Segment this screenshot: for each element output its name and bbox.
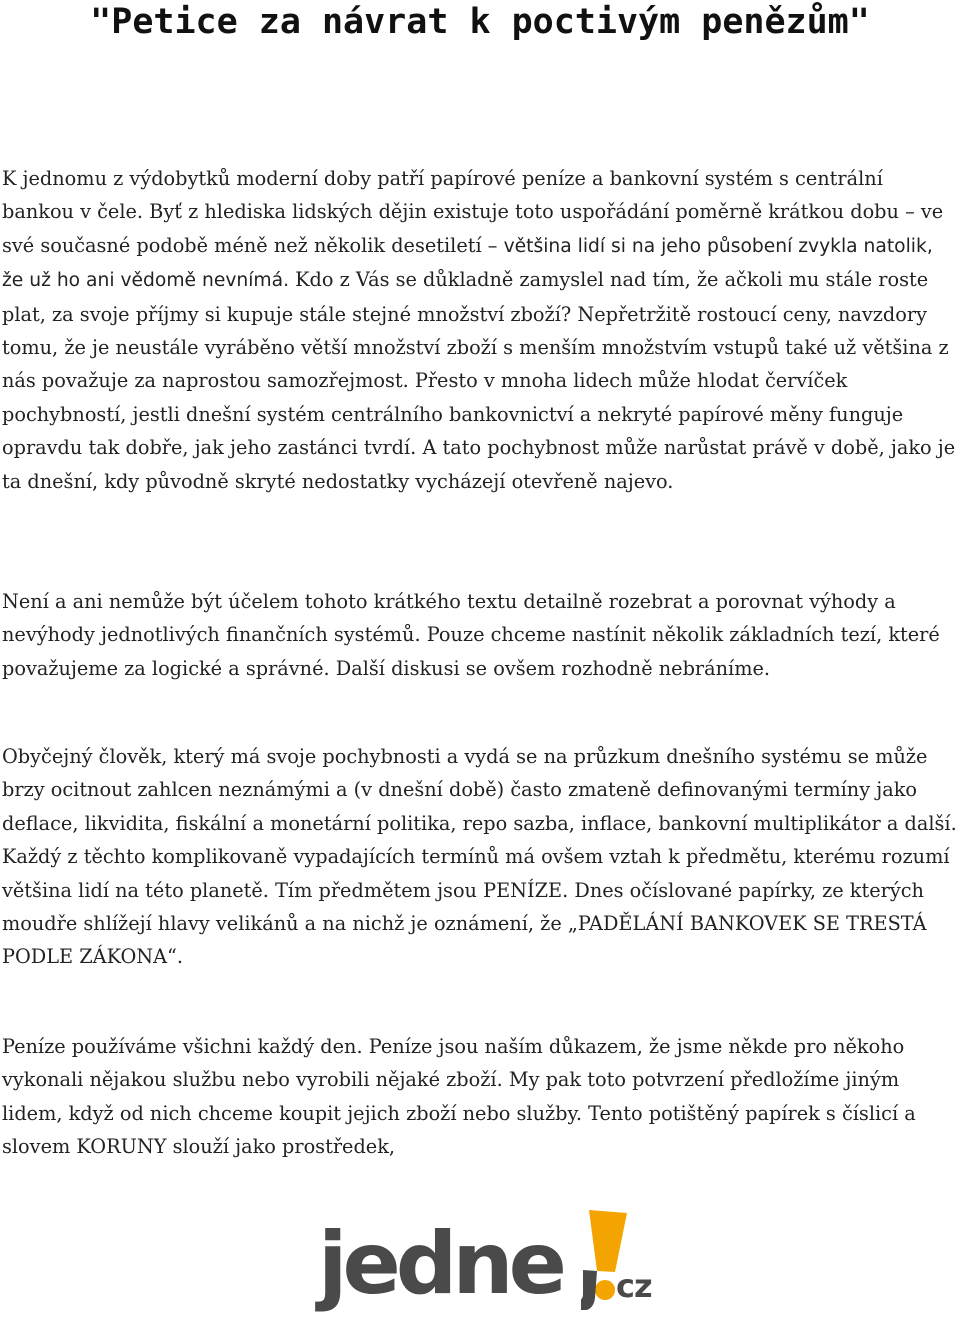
logo-j-descender	[581, 1270, 597, 1310]
page-title: "Petice za návrat k poctivým penězům"	[90, 2, 870, 42]
paragraph-1-text-a: K jednomu z výdobytků moderní doby patří papírové peníze a bankovní systém s centrální bankou v čele. Byť z hlediska lidských dějin existuje toto uspořádání poměrně krátkou dobu – ve své současné podobě méně než několik desetiletí –	[2, 167, 944, 257]
paragraph-3-text: Obyčejný člověk, který má svoje pochybnosti a vydá se na průzkum dnešního systému se může brzy ocitnout zahlcen neznámými a (v dnešní době) často zmateně definovanými termíny jako deflace, likvidita, fiskální a monetární politika, repo sazba, inflace, bankovní multiplikátor a další. Každý z těchto komplikovaně vypadajících termínů má ovšem vztah k předmětu, kterému rozumí většina lidí na této planetě. Tím předmětem jsou PENÍZE. Dnes očíslované papírky, ze kterých moudře shlížejí hlavy velikánů a na nichž je oznámení, že „PADĚLÁNÍ BANKOVEK SE TRESTÁ PODLE ZÁKONA“.	[2, 745, 957, 969]
paragraph-1-text-b: většina lidí si na jeho působení zvykla natolik, že už ho ani vědomě nevnímá.	[2, 235, 933, 292]
paragraph-1-text-c: Kdo z Vás se důkladně zamyslel nad tím, že ačkoli mu stále roste plat, za svoje příjmy si kupuje stále stejné množství zboží? Nepřetržitě rostoucí ceny, navzdory tomu, že je neustále vyráběno větší množství zboží s menším množstvím vstupů také už většina z nás považuje za naprostou samozřejmost. Přesto v mnoha lidech může hlodat červíček pochybností, jestli dnešní systém centrálního bankovnictví a nekryté papírové měny funguje opravdu tak dobře, jak jeho zastánci tvrdí. A tato pochybnost může narůstat právě v době, jako je ta dnešní, kdy původně skryté nedostatky vycházejí otevřeně najevo.	[2, 268, 956, 493]
paragraph-2	[2, 585, 958, 685]
jednej-logo	[318, 1206, 658, 1318]
logo-exclamation-dot	[595, 1280, 615, 1300]
paragraph-2-text: Není a ani nemůže být účelem tohoto krátkého textu detailně rozebrat a porovnat výhody a nevýhody jednotlivých finančních systémů. Pouze chceme nastínit několik základních tezí, které považujeme za logické a správné. Další diskusi se ovšem rozhodně nebráníme.	[2, 590, 940, 680]
logo-exclamation-bar	[589, 1210, 627, 1272]
paragraph-4	[2, 1030, 958, 1164]
paragraph-4-text: Peníze používáme všichni každý den. Peníze jsou naším důkazem, že jsme někde pro někoho vykonali nějakou službu nebo vyrobili nějaké zboží. My pak toto potvrzení předložíme jiným lidem, když od nich chceme koupit jejich zboží nebo služby. Tento potištěný papírek s číslicí a slovem KORUNY slouží jako prostředek,	[2, 1035, 916, 1159]
logo-tld: cz	[616, 1267, 652, 1305]
paragraph-3	[2, 740, 958, 974]
logo-wordmark: jedne	[318, 1214, 562, 1314]
paragraph-1	[2, 162, 958, 498]
